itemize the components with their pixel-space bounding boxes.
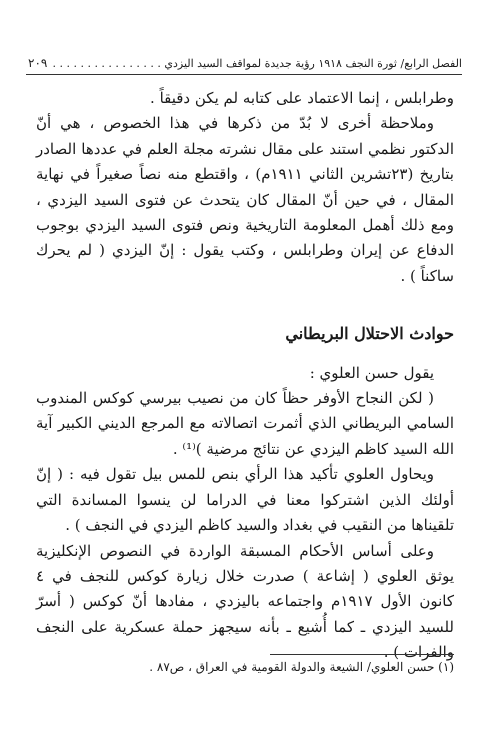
paragraph: ويحاول العلوي تأكيد هذا الرأي بنص للمس بيل تقول فيه : ( إنّ أولئك الذين اشتركوا معنا في الدراما لن ينسوا المساندة التي تلقيناها من النقيب في بغداد والسيد كاظم اليزدي في النجف ) . (36, 465, 454, 535)
header-rule (26, 74, 462, 75)
paragraph: وعلى أساس الأحكام المسبقة الواردة في النصوص الإنكليزية يوثق العلوي ( إشاعة ) صدرت خلال زيارة كوكس للنجف في ٤ كانون الأول ١٩١٧م واجتماعه باليزدي ، مفادها أنّ كوكس ( أسرّ للسيد اليزدي ـ كما أُشيع ـ بأنه سيجهز حملة عسكرية على النجف والفرات ) . (36, 541, 454, 662)
footnote: (١) حسن العلوي/ الشيعة والدولة القومية في العراق ، ص٨٧ . (149, 660, 454, 674)
running-header-title: الفصل الرابع/ ثورة النجف ١٩١٨ رؤية جديدة لمواقف السيد اليزدي . . . . . . . . . . . . . . . . (52, 57, 462, 70)
paragraph: وطرابلس ، إنما الاعتماد على كتابه لم يكن دقيقاً . (150, 89, 454, 107)
running-header (28, 50, 462, 70)
paragraph: وملاحظة أخرى لا بُدّ من ذكرها في هذا الخصوص ، هي أنّ الدكتور نظمي استند على مقال نشرته مجلة العلم في عددها الصادر بتاريخ (٢٣تشرين الثاني ١٩١١م) ، واقتطع منه نصاً صغيراً في نهاية المقال ، في حين أنّ المقال كان يتحدث عن فتوى السيد اليزدي ، ومع ذلك أهمل المعلومة التاريخية ونص فتوى السيد اليزدي بوجوب الدفاع عن إيران وطرابلس ، وكتب يقول : إنّ اليزدي ( لم يحرك ساكناً ) . (36, 114, 454, 285)
paragraph: يقول حسن العلوي : (309, 363, 434, 382)
quote-paragraph: ( لكن النجاح الأوفر حظاً كان من نصيب بيرسي كوكس المندوب السامي البريطاني الذي أثمرت اتصالاته مع المرجع الديني الكبير آية الله السيد كاظم اليزدي عن نتائج مرضية )⁽¹⁾ . (36, 389, 454, 458)
page-number: ٢٠٩ (28, 56, 48, 70)
section-heading: حوادث الاحتلال البريطاني (285, 324, 454, 344)
body-text (36, 86, 454, 666)
footnote-rule (270, 654, 454, 655)
